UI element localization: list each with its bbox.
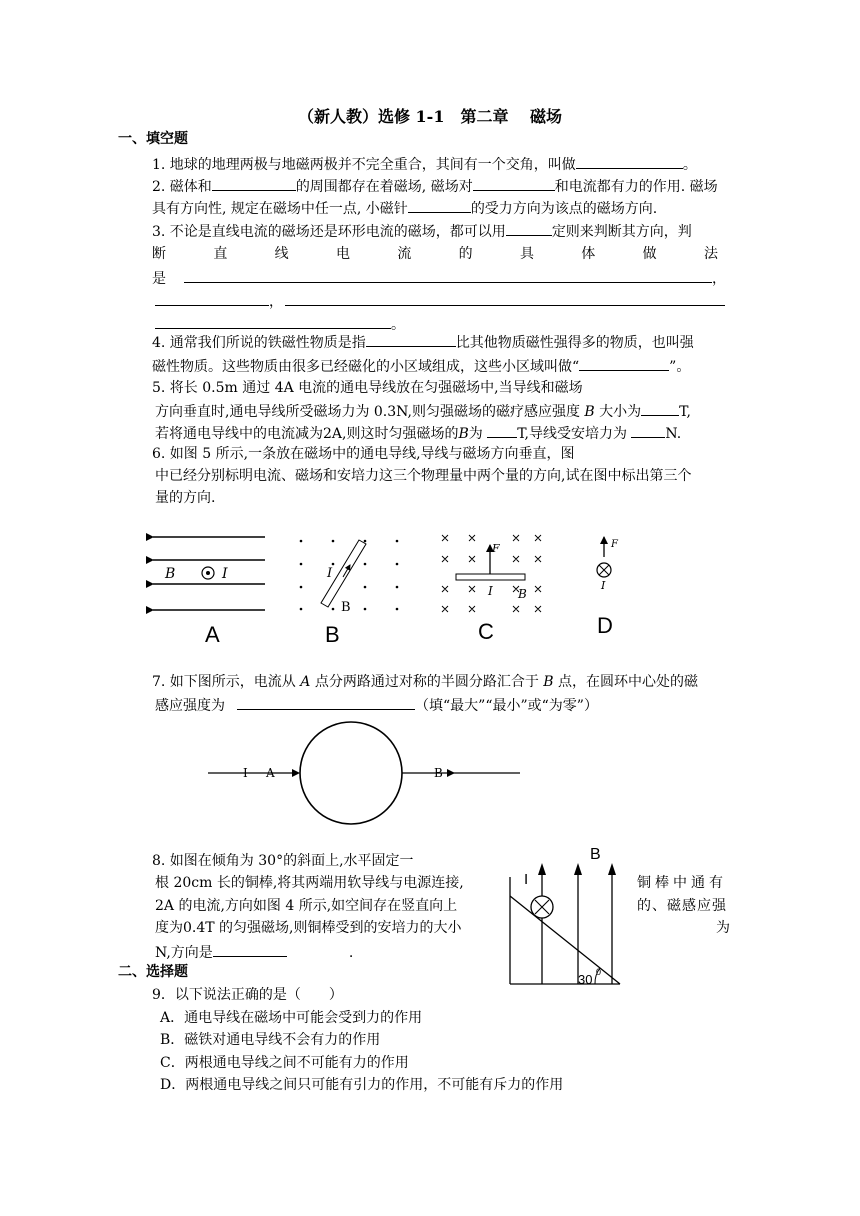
q3-char: 做 (642, 246, 657, 262)
question-6-line-2: 中已经分别标明电流、磁场和安培力这三个物理量中两个量的方向,试在图中标出第三个 (155, 468, 692, 484)
fig7-b-label: B (434, 766, 443, 780)
question-8-line-2b: 铜棒中通有 (637, 875, 727, 891)
q5-var-b2: B (458, 426, 469, 442)
q9-option-b: B．磁铁对通电导线不会有力的作用 (160, 1032, 381, 1048)
q5-text-d: 若将通电导线中的电流减为2A,则这时匀强磁场的 (155, 426, 459, 442)
q3-char: 具 (519, 246, 534, 262)
q3-end: 。 (391, 317, 405, 333)
q4-text-c: 磁性物质。这些物质由很多已经磁化的小区域组成，这些小区域叫做“ (152, 359, 580, 375)
q3-comma: ， (712, 271, 726, 287)
q3-text-b: 定则来判断其方向，判 (551, 224, 692, 240)
question-6-line-1: 6. 如图 5 所示,一条放在磁场中的通电导线,导线与磁场方向垂直，图 (152, 446, 575, 462)
q4-text-b: 比其他物质磁性强得多的物质，也叫强 (455, 335, 694, 351)
q9-option-a: A．通电导线在磁场中可能会受到力的作用 (160, 1010, 423, 1026)
q8-text-a: N,方向是 (155, 945, 213, 961)
fig8-degree-label: 0 (596, 967, 602, 977)
q5-text-e: 为 (468, 426, 483, 442)
question-8-line-5 (155, 941, 353, 963)
question-8-line-4a: 度为0.4T 的匀强磁场,则铜棒受到的安培力的大小 (155, 920, 462, 936)
fig-a-caption: A (205, 622, 220, 647)
q5-text-a: 方向垂直时,通电导线所受磁场力为 0.3N,则匀强磁场的磁疗感应强度 (155, 404, 580, 420)
q4-text-d: ”。 (669, 359, 691, 375)
fig8-b-label: B (590, 846, 601, 863)
fig-b-caption: B (325, 622, 340, 647)
q3-char: 直 (213, 246, 228, 262)
q5-text-g: N. (665, 426, 682, 442)
q2-text-a: 2. 磁体和 (152, 179, 212, 195)
q7-var-a: A (300, 674, 311, 690)
q3-char: 体 (581, 246, 596, 262)
section-fill-in: 一、填空题 (118, 131, 188, 147)
q2-text-e: 的受力方向为该点的磁场方向. (470, 201, 658, 217)
q5-text-c: T, (679, 404, 691, 420)
q2-text-d: 具有方向性, 规定在磁场中任一点, 小磁针 (152, 201, 408, 217)
q7-text-e: （填“最大”“最小”或“为零”） (415, 698, 598, 714)
fig7-a-label: A (266, 766, 275, 780)
page-title: （新人教）选修 1-1 第二章 磁场 (297, 107, 563, 126)
q5-text-f: T,导线受安培力为 (517, 426, 627, 442)
fig-a-b-label: B (165, 566, 176, 582)
q1-end: 。 (682, 157, 697, 173)
q9-option-d: D．两根通电导线之间只可能有引力的作用，不可能有斥力的作用 (160, 1077, 564, 1093)
fig-d-caption: D (597, 613, 613, 638)
fig-a-i-label: I (222, 566, 228, 582)
q7-var-b: B (543, 674, 554, 690)
fig-c-b-label: B (518, 587, 527, 601)
q7-text-c: 点，在圆环中心处的磁 (558, 674, 699, 690)
fig-c-i-label: I (488, 584, 493, 598)
question-5-line-1: 5. 将长 0.5m 通过 4A 电流的通电导线放在匀强磁场中,当导线和磁场 (152, 380, 583, 396)
fig7-i-label: I (243, 766, 248, 780)
q5-text-b: 大小为 (599, 404, 642, 420)
question-8-line-4b: 为 (716, 920, 730, 936)
section-choice: 二、选择题 (118, 964, 188, 980)
q2-text-c: 和电流都有力的作用. 磁场 (554, 179, 718, 195)
question-7-line-1 (152, 672, 698, 692)
question-8-line-3b: 的、磁感应强 (637, 898, 727, 914)
question-8-line-1: 8. 如图在倾角为 30°的斜面上,水平固定一 (152, 853, 414, 869)
q7-text-b: 点分两路通过对称的半圆分路汇合于 (314, 674, 539, 690)
q3-char: 流 (397, 246, 412, 262)
q1-text: 1. 地球的地理两极与地磁两极并不完全重合，其间有一个交角，叫做 (152, 157, 576, 173)
fig-d-f-label: F (611, 539, 618, 550)
q3-char: 的 (458, 246, 473, 262)
fig-c-f-label: F (492, 542, 500, 555)
q7-text-a: 7. 如下图所示，电流从 (152, 674, 296, 690)
q5-var-b: B (584, 404, 595, 420)
q9-option-c: C．两根通电导线之间不可能有力的作用 (160, 1055, 409, 1071)
q2-text-b: 的周围都存在着磁场, 磁场对 (295, 179, 473, 195)
q3-comma: ， (269, 294, 283, 310)
q3-char: 法 (703, 246, 718, 262)
fig8-angle-label: 30 (578, 972, 593, 987)
figure-7-circuit (208, 722, 520, 824)
fig-c-caption: C (478, 619, 494, 644)
q3-shi: 是 (152, 271, 166, 287)
question-6-line-3: 量的方向. (155, 490, 216, 506)
question-8-line-2a: 根 20cm 长的铜棒,将其两端用软导线与电源连接, (155, 875, 464, 891)
q3-char: 电 (335, 246, 350, 262)
figure-d (597, 537, 611, 577)
fig8-i-label: I (524, 871, 529, 888)
question-7-line-2 (155, 694, 598, 716)
q4-text-a: 4. 通常我们所说的铁磁性物质是指 (152, 335, 366, 351)
fig-d-i-label: I (601, 579, 606, 592)
fig-b-b-label: B (341, 600, 351, 615)
fig-b-i-label: I (327, 566, 333, 581)
q3-char: 断 (152, 246, 166, 262)
q3-char: 线 (274, 246, 289, 262)
question-9-stem: 9．以下说法正确的是（ ） (152, 987, 343, 1003)
q3-text-a: 3. 不论是直线电流的磁场还是环形电流的磁场，都可以用 (152, 224, 506, 240)
q8-text-b: . (348, 945, 354, 961)
q7-text-d: 感应强度为 (155, 698, 225, 714)
q7-blank (237, 694, 415, 710)
question-8-line-3a: 2A 的电流,方向如图 4 所示,如空间存在竖直向上 (155, 898, 458, 914)
q8-blank (213, 941, 287, 957)
